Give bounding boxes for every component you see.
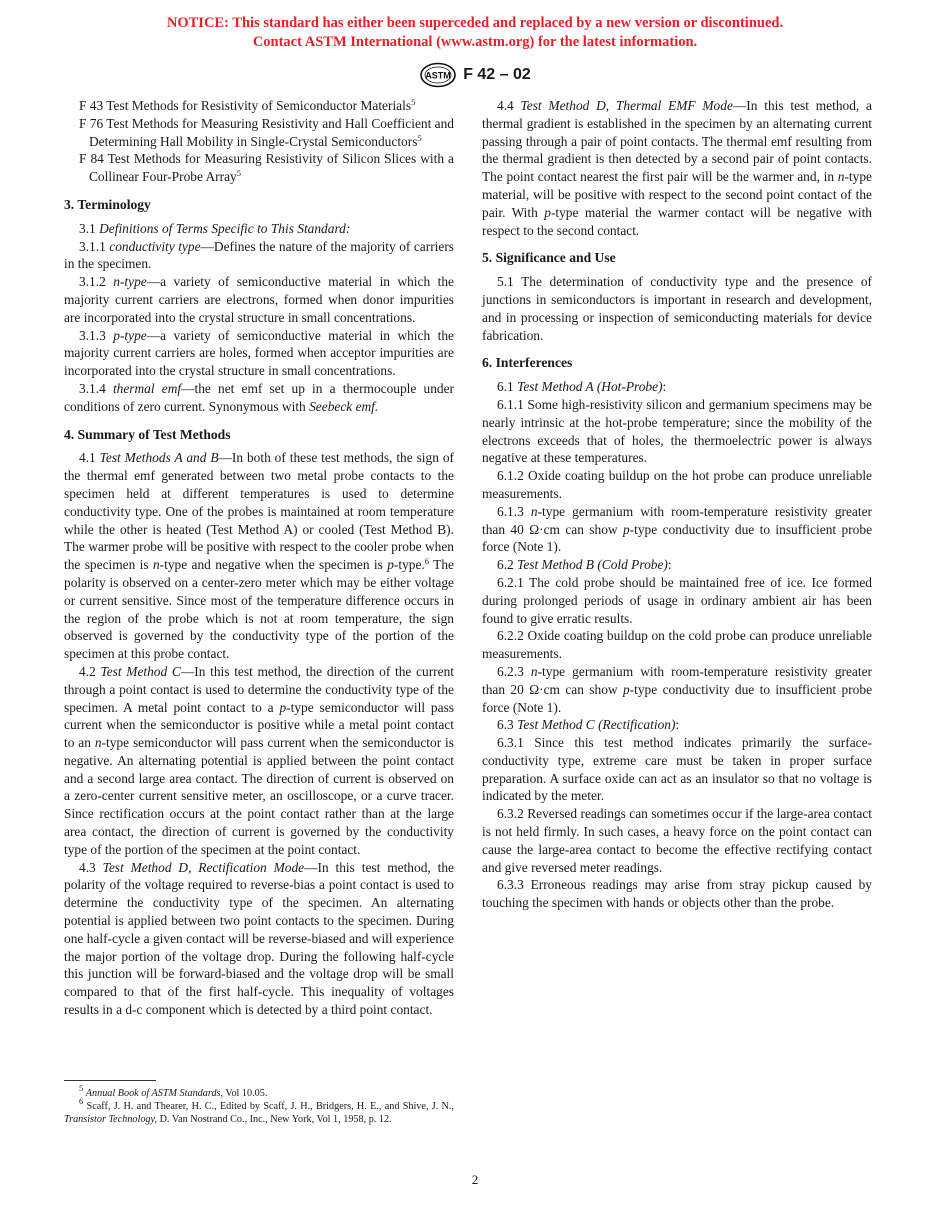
paragraph-6-1-2: 6.1.2 Oxide coating buildup on the hot probe can produce unreliable measurements.	[482, 468, 872, 501]
reference-item: F 43 Test Methods for Resistivity of Semiconductor Materials$^5$	[79, 97, 416, 113]
paragraph-4-4: 4.4 Test Method D, Thermal EMF Mode—In this test method, a thermal gradient is established in the specimen by an alternating current passing through a pair of point contacts. The thermal emf resulting from the thermal gradient is then detected by a second pair of point contacts. The point contact nearest the first pair will be the warmer and, in n-type material, will be positive with respect to the second point contact of the pair. With p-type material the warmer contact will be negative with respect to the second contact.	[482, 98, 872, 238]
standard-designation	[0, 62, 950, 88]
paragraph-3-1-2: 3.1.2 n-type—a variety of semiconductive material in which the majority current carriers are electrons, formed when donor impurities are incorporated into the crystal structure in small concentrations.	[64, 274, 454, 325]
paragraph-3-1-1: 3.1.1 conductivity type—Defines the nature of the majority of carriers in the specimen.	[64, 238, 454, 272]
paragraph-3-1-4: 3.1.4 thermal emf—the net emf set up in a thermocouple under conditions of zero current. Synonymous with Seebeck emf.	[64, 380, 454, 414]
section-heading-significance: 5. Significance and Use	[482, 250, 616, 266]
paragraph-4-2: 4.2 Test Method C—In this test method, the direction of the current through a point contact is used to determine the conductivity type of the specimen. A metal point contact to a p-type semiconductor will pass current when the semiconductor is positive while a metal point contact to an n-type semiconductor will pass current when the semiconductor is negative. An alternating potential is applied between the point contact and a second large area contact. The direction of current is observed on a zero-center current sensitive meter, an oscilloscope, or a curve tracer. Since rectification occurs at the point contact rather than at the large area contact, the direction of current is governed by the conductivity type of the portion of the specimen at the point contact.	[64, 663, 455, 857]
footnote-5: $^5$ Annual Book of ASTM Standards, Vol 10.05.	[79, 1083, 268, 1099]
paragraph-4-1: 4.1 Test Methods A and B—In both of these test methods, the sign of the thermal emf generated between two metal probe contacts to the specimen held at different temperatures is used to determine conductivity type. One of the probes is maintained at room temperature while the other is heated (Test Method A) or cooled (Test Method B). The warmer probe will be positive with respect to the cooler probe when the specimen is n-type and negative when the specimen is p-type.$^6$ The polarity is observed on a center-zero meter which may be either voltage or current sensitive. Since most of the temperature difference occurs in the region of the probe which is not at room temperature, the sign observed is governed by the conductivity type of the portion of the specimen at this probe contact.	[64, 450, 454, 662]
footnotes	[64, 1080, 454, 1126]
left-column	[64, 97, 454, 1019]
astm-logo-text: ASTM	[425, 70, 451, 81]
paragraph-6-2-3: 6.2.3 n-type germanium with room-temperature resistivity greater than 20 Ω·cm can show p-type conductivity due to insufficient probe force (Note 1).	[482, 663, 873, 715]
section-heading-interferences: 6. Interferences	[482, 355, 573, 371]
paragraph-3-1-3: 3.1.3 p-type—a variety of semiconductive material in which the majority current carriers are holes, formed when acceptor impurities are incorporated into the crystal structure in small concentrations.	[64, 327, 454, 379]
paragraph-6-1: 6.1 Test Method A (Hot-Probe):	[497, 379, 667, 395]
paragraph-6-2-1: 6.2.1 The cold probe should be maintained free of ice. Ice formed during prolonged periods of usage in ordinary ambient air has been found to give erratic results.	[482, 574, 872, 626]
notice-line-2: Contact ASTM International (www.astm.org) for the latest information.	[252, 34, 698, 50]
right-column	[482, 97, 872, 912]
paragraph-6-3-1: 6.3.1 Since this test method indicates primarily the surface-conductivity type, extreme care must be taken in proper surface preparation. A surface oxide can act as an insulator so that no voltage is indicated by the meter.	[482, 735, 872, 804]
designation-code: F 42 – 02	[463, 66, 531, 83]
paragraph-5-1: 5.1 The determination of conductivity type and the presence of junctions in semiconductors is important in research and development, and in processing or inspection of semiconducting materials for device fabrication.	[482, 274, 872, 343]
paragraph-3-1: 3.1 Definitions of Terms Specific to This Standard:	[79, 220, 351, 236]
astm-logo-icon	[419, 62, 457, 88]
footnote-divider	[64, 1080, 156, 1081]
paragraph-6-3-2: 6.3.2 Reversed readings can sometimes occur if the large-area contact is not held firmly. In such cases, a heavy force on the point contact can cause the large-area contact to become the effective rectifying contact and give reversed meter readings.	[482, 806, 873, 875]
notice-line-1: NOTICE: This standard has either been superceded and replaced by a new version or discontinued.	[166, 15, 784, 31]
paragraph-6-2: 6.2 Test Method B (Cold Probe):	[497, 557, 672, 573]
reference-item: F 76 Test Methods for Measuring Resistivity and Hall Coefficient and Determining Hall Mobility in Single-Crystal Semiconductors$^5$	[79, 115, 454, 149]
paragraph-4-3: 4.3 Test Method D, Rectification Mode—In this test method, the polarity of the voltage required to reverse-bias a point contact is used to determine the conductivity type of the specimen. An alternating potential is applied between two point contacts to the specimen. During one half-cycle a given contact will be reverse-biased and will experience the major portion of the voltage drop. During the following half-cycle this junction will be forward-biased and the voltage drop will be small compared to that of the first half-cycle. This inequality of voltages results in a d-c component which is detected by a third point contact.	[64, 859, 454, 1018]
reference-item: F 84 Test Methods for Measuring Resistivity of Silicon Slices with a Collinear Four-Probe Array$^5$	[79, 151, 454, 185]
paragraph-6-2-2: 6.2.2 Oxide coating buildup on the cold probe can produce unreliable measurements.	[482, 628, 872, 662]
paragraph-6-3: 6.3 Test Method C (Rectification):	[497, 717, 680, 733]
notice-banner	[0, 14, 950, 52]
paragraph-6-1-3: 6.1.3 n-type germanium with room-temperature resistivity greater than 40 Ω·cm can show p-type conductivity due to insufficient probe force (Note 1).	[482, 503, 873, 555]
section-heading-terminology: 3. Terminology	[64, 196, 151, 212]
reference-list	[64, 97, 454, 186]
paragraph-6-3-3: 6.3.3 Erroneous readings may arise from stray pickup caused by touching the specimen with hands or objects other than the probe.	[482, 877, 872, 911]
paragraph-6-1-1: 6.1.1 Some high-resistivity silicon and germanium specimens may be nearly intrinsic at the hot-probe temperature; since the mobility of the electrons exceeds that of holes, the thermoelectric power is always negative at these temperatures.	[482, 396, 872, 466]
section-heading-summary: 4. Summary of Test Methods	[64, 426, 231, 442]
footnote-6: $^6$ Scaff, J. H. and Thearer, H. C., Edited by Scaff, J. H., Bridgers, H. E., and Shive, J. N., Transistor Technology, D. Van Nostrand Co., Inc., New York, Vol 1, 1958, p. 12.	[64, 1096, 454, 1125]
page-number: 2	[471, 1172, 479, 1187]
